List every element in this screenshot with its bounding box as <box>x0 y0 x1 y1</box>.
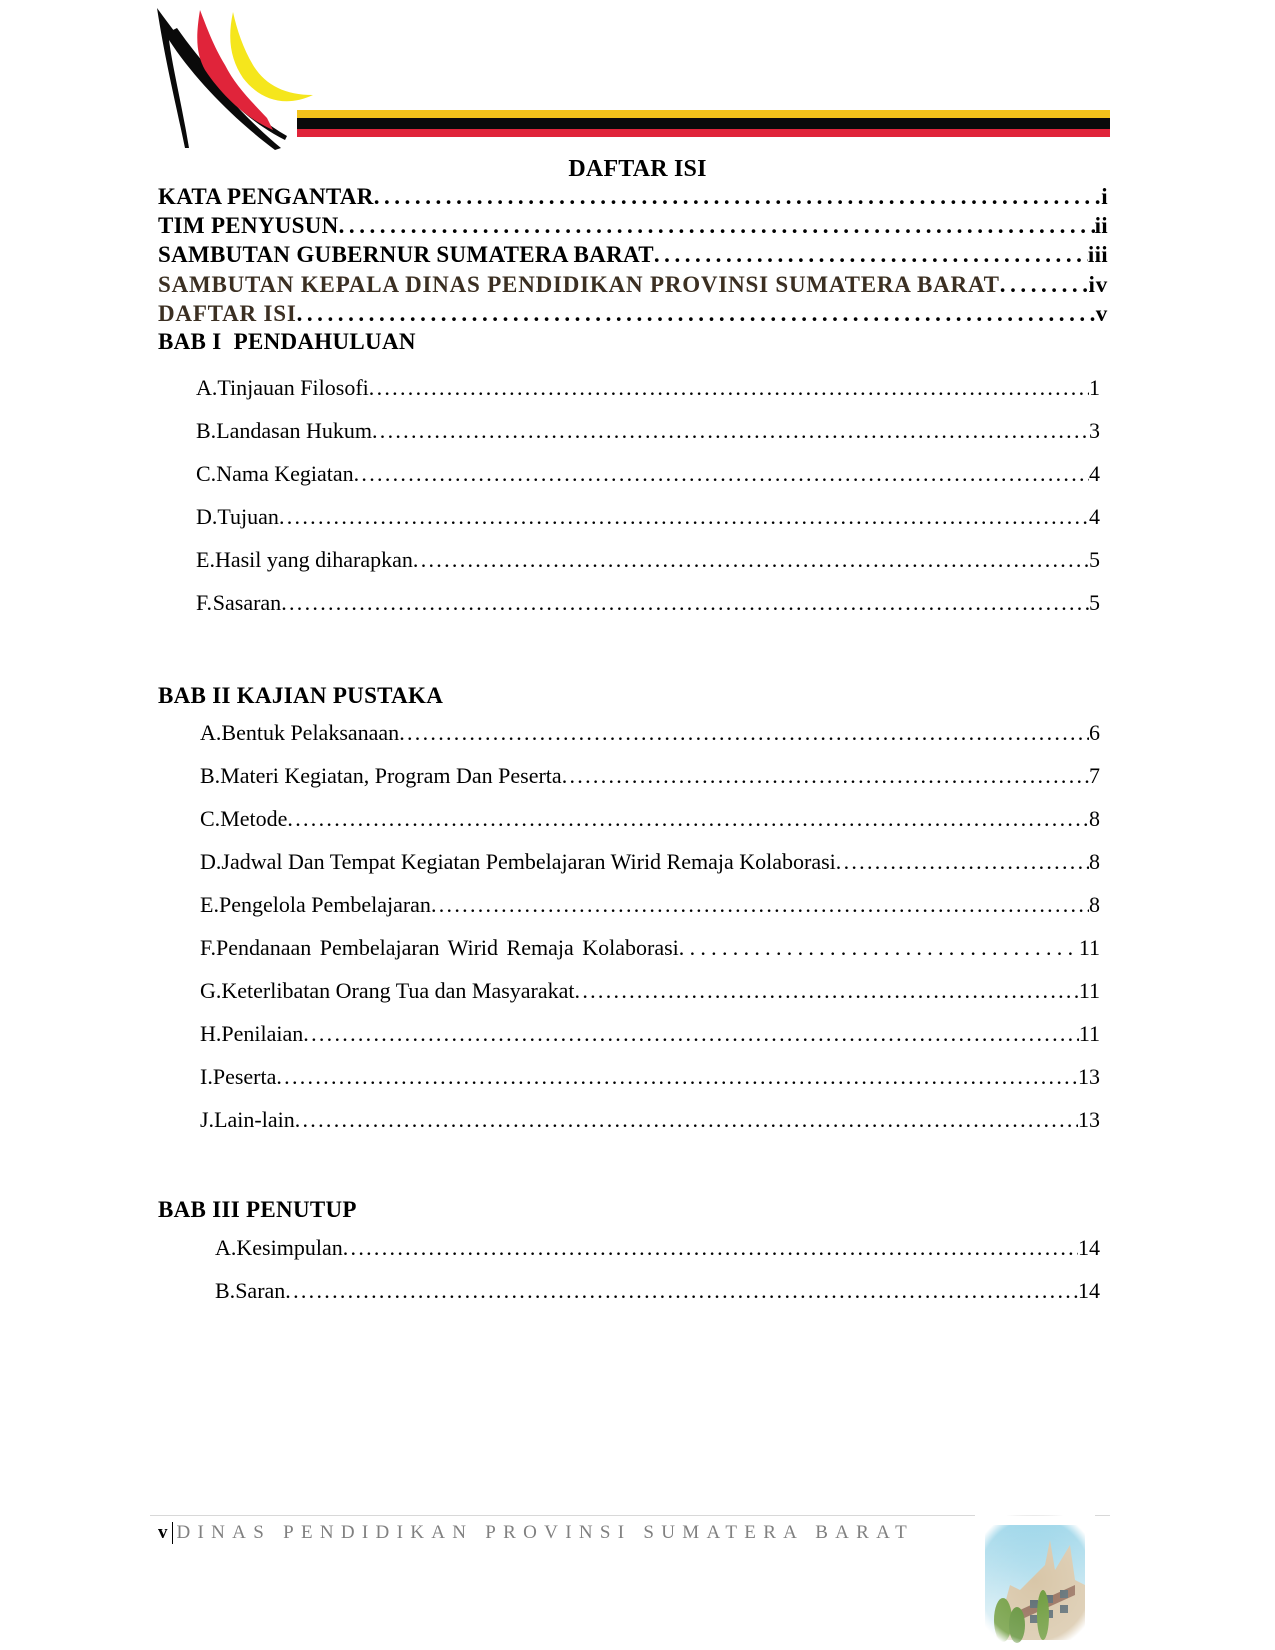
chapter-heading-bab-3[interactable]: BAB III PENUTUP <box>158 1197 357 1222</box>
dot-leader <box>431 892 1089 918</box>
toc-page-number: 14 <box>1078 1278 1100 1303</box>
toc-entry-label: SAMBUTAN KEPALA DINAS PENDIDIKAN PROVINSI SUMATERA BARAT <box>158 272 1000 297</box>
footer-divider <box>150 1515 1110 1516</box>
toc-entry-letter: I. <box>200 1064 213 1089</box>
toc-entry[interactable] <box>200 978 1100 1004</box>
toc-entry-label: Nama Kegiatan <box>216 461 354 486</box>
toc-entry-letter: D. <box>196 504 218 529</box>
toc-page-number: 4 <box>1089 461 1100 486</box>
toc-entry-label: Penilaian <box>221 1021 304 1046</box>
toc-entry-daftar-isi[interactable] <box>158 301 1108 327</box>
building-image-icon <box>975 1515 1095 1645</box>
chapter-heading-bab-1[interactable]: BAB I PENDAHULUAN <box>158 329 416 354</box>
toc-entry-label: TIM PENYUSUN <box>158 213 339 238</box>
toc-entry-tim-penyusun[interactable] <box>158 213 1108 239</box>
toc-page-number: 5 <box>1089 590 1100 615</box>
toc-entry-label: Lain-lain <box>214 1107 295 1132</box>
dot-leader <box>374 184 1102 210</box>
dot-leader <box>562 763 1089 789</box>
dot-leader <box>399 720 1089 746</box>
toc-page-number: iii <box>1087 242 1108 267</box>
toc-page-number: 13 <box>1078 1107 1100 1132</box>
stripe-black <box>297 118 1110 129</box>
dot-leader <box>297 301 1096 327</box>
page-footer <box>158 1522 914 1544</box>
toc-entry[interactable] <box>200 763 1100 789</box>
page-title: DAFTAR ISI <box>568 156 707 182</box>
toc-entry[interactable] <box>196 375 1100 401</box>
chapter-heading-bab-2[interactable]: BAB II KAJIAN PUSTAKA <box>158 683 444 708</box>
toc-entry-sambutan-kepala-dinas[interactable] <box>158 272 1108 298</box>
toc-entry-label: KATA PENGANTAR <box>158 184 374 209</box>
toc-page-number: v <box>1095 301 1108 326</box>
dot-leader <box>303 1021 1079 1047</box>
toc-entry-label: Pengelola Pembelajaran <box>218 892 431 917</box>
dot-leader <box>343 1235 1078 1261</box>
toc-entry-label: DAFTAR ISI <box>158 301 297 326</box>
toc-entry-label: Kesimpulan <box>236 1235 343 1260</box>
toc-entry-letter: C. <box>200 806 221 831</box>
toc-entry[interactable] <box>200 1064 1100 1090</box>
toc-entry-label: Materi Kegiatan, Program Dan Peserta <box>220 763 562 788</box>
toc-page-number: i <box>1101 184 1108 209</box>
toc-entry[interactable] <box>200 935 1100 961</box>
toc-entry-label: Jadwal Dan Tempat Kegiatan Pembelajaran Wirid Remaja Kolaborasi <box>221 849 836 874</box>
toc-entry-label: Peserta <box>212 1064 277 1089</box>
toc-entry-label: SAMBUTAN GUBERNUR SUMATERA BARAT <box>158 242 654 267</box>
dot-leader <box>372 418 1089 444</box>
dot-leader <box>369 375 1089 401</box>
toc-entry[interactable] <box>215 1278 1100 1304</box>
dot-leader <box>1000 272 1089 298</box>
toc-page-number: 4 <box>1089 504 1100 529</box>
toc-entry-label: Tujuan <box>217 504 279 529</box>
toc-entry[interactable] <box>196 547 1100 573</box>
toc-entry-letter: D. <box>200 849 222 874</box>
dot-leader <box>287 806 1089 832</box>
toc-entry[interactable] <box>196 418 1100 444</box>
toc-entry-letter: E. <box>196 547 215 572</box>
page-header <box>155 0 1110 150</box>
toc-page-number: 13 <box>1078 1064 1100 1089</box>
dot-leader <box>285 1278 1078 1304</box>
toc-entry-label: Metode <box>220 806 288 831</box>
logo-icon <box>155 0 315 150</box>
dot-leader <box>295 1107 1078 1133</box>
toc-entry-label: Tinjauan Filosofi <box>217 375 369 400</box>
toc-entry-letter: B. <box>196 418 217 443</box>
toc-entry-label: Keterlibatan Orang Tua dan Masyarakat <box>221 978 575 1003</box>
toc-page-number: 6 <box>1089 720 1100 745</box>
toc-entry[interactable] <box>196 590 1100 616</box>
stripe-red <box>297 129 1110 137</box>
toc-page-number: 8 <box>1089 806 1100 831</box>
dot-leader <box>339 213 1095 239</box>
toc-entry[interactable] <box>200 892 1100 918</box>
footer-organization: DINAS PENDIDIKAN PROVINSI SUMATERA BARAT <box>176 1522 914 1543</box>
toc-page-number: ii <box>1094 213 1108 238</box>
toc-entry-letter: J. <box>200 1107 215 1132</box>
toc-entry-label: Hasil yang diharapkan <box>214 547 413 572</box>
toc-entry-label: Sasaran <box>212 590 282 615</box>
toc-entry-letter: B. <box>200 763 221 788</box>
dot-leader <box>354 461 1089 487</box>
toc-entry-letter: B. <box>215 1278 236 1303</box>
toc-page-number: 8 <box>1089 849 1100 874</box>
toc-page-number: 11 <box>1078 1021 1100 1046</box>
toc-page-number: 8 <box>1089 892 1100 917</box>
toc-entry-letter: G. <box>200 978 222 1003</box>
toc-entry-letter: H. <box>200 1021 222 1046</box>
toc-entry[interactable] <box>200 849 1100 875</box>
toc-page-number: 5 <box>1089 547 1100 572</box>
toc-entry-label: Saran <box>235 1278 286 1303</box>
toc-entry-label: Pendanaan Pembelajaran Wirid Remaja Kolaborasi <box>215 935 679 960</box>
toc-entry-letter: A. <box>200 720 222 745</box>
toc-entry[interactable] <box>200 1021 1100 1047</box>
toc-page-number: 14 <box>1078 1235 1100 1260</box>
toc-page-number: 11 <box>1078 978 1100 1003</box>
toc-entry[interactable] <box>200 806 1100 832</box>
toc-entry[interactable] <box>200 1107 1100 1133</box>
toc-entry[interactable] <box>196 504 1100 530</box>
toc-entry-letter: A. <box>215 1235 237 1260</box>
toc-page-number: iv <box>1088 272 1108 297</box>
toc-page-number: 1 <box>1089 375 1100 400</box>
toc-entry-letter: F. <box>196 590 212 615</box>
stripe-yellow <box>297 110 1110 118</box>
toc-entry-kata-pengantar[interactable] <box>158 184 1108 210</box>
footer-page-number: v <box>158 1522 168 1543</box>
toc-entry[interactable] <box>215 1235 1100 1261</box>
toc-entry-sambutan-gubernur[interactable] <box>158 242 1108 268</box>
toc-entry-letter: E. <box>200 892 219 917</box>
toc-entry-letter: A. <box>196 375 218 400</box>
toc-page-number: 3 <box>1089 418 1100 443</box>
dot-leader <box>836 849 1089 875</box>
toc-entry-label: Bentuk Pelaksanaan <box>221 720 400 745</box>
dot-leader <box>679 935 1079 961</box>
toc-entry[interactable] <box>200 720 1100 746</box>
toc-page-number: 7 <box>1089 763 1100 788</box>
header-stripes <box>297 110 1110 140</box>
toc-entry-label: Landasan Hukum <box>216 418 372 443</box>
dot-leader <box>279 504 1089 530</box>
dot-leader <box>413 547 1089 573</box>
dot-leader <box>281 590 1089 616</box>
toc-page-number: 11 <box>1078 935 1100 960</box>
toc-entry-letter: C. <box>196 461 217 486</box>
dot-leader <box>654 242 1088 268</box>
dot-leader <box>276 1064 1078 1090</box>
dot-leader <box>575 978 1079 1004</box>
toc-entry-letter: F. <box>200 935 216 960</box>
footer-separator <box>172 1522 173 1544</box>
toc-entry[interactable] <box>196 461 1100 487</box>
logo-yellow-stroke <box>230 12 313 101</box>
